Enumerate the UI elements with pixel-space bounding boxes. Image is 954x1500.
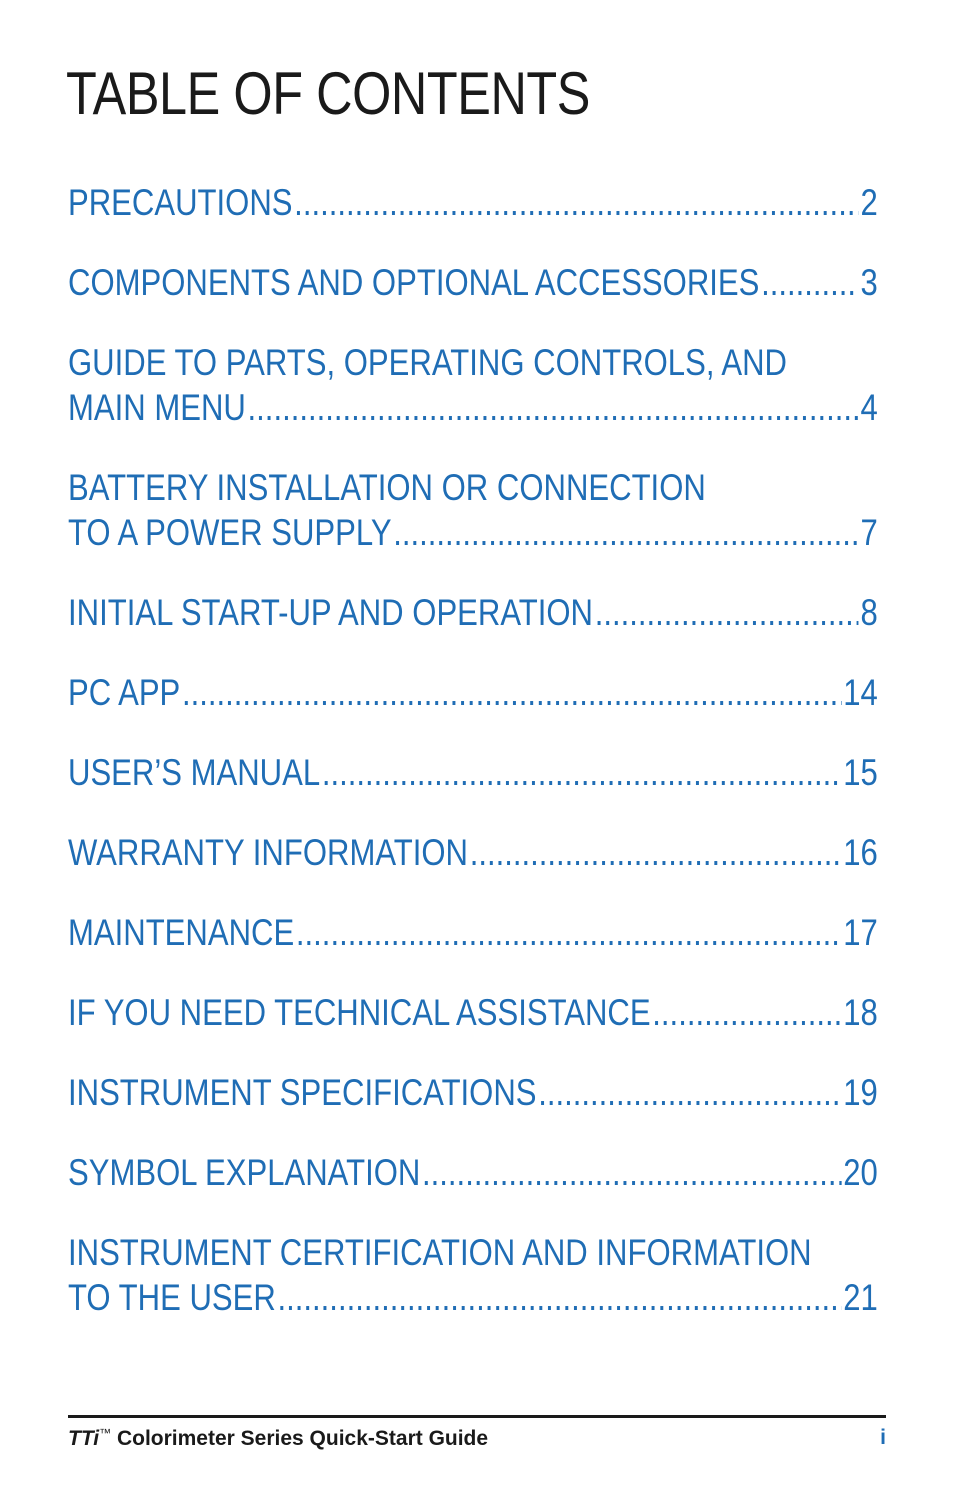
toc-entry-label: MAINTENANCE bbox=[68, 912, 295, 953]
dot-leader bbox=[393, 510, 859, 555]
toc-entry-label: IF YOU NEED TECHNICAL ASSISTANCE bbox=[68, 992, 651, 1033]
toc-leader-line bbox=[68, 1070, 878, 1115]
toc-page-number: 15 bbox=[843, 752, 878, 793]
toc-leader-line bbox=[68, 990, 878, 1035]
toc-entry-label: PC APP bbox=[68, 672, 181, 713]
toc-leader-line bbox=[68, 510, 878, 555]
dot-leader bbox=[294, 180, 859, 225]
page-title: TABLE OF CONTENTS bbox=[66, 60, 590, 127]
toc-entry-technical-assistance[interactable] bbox=[68, 990, 878, 1035]
toc-entry-users-manual[interactable] bbox=[68, 750, 878, 795]
toc-page-number: 14 bbox=[843, 672, 878, 713]
toc-page-number: 7 bbox=[860, 512, 878, 553]
dot-leader bbox=[538, 1070, 841, 1115]
toc-entry-instrument-specifications[interactable] bbox=[68, 1070, 878, 1115]
toc-entry-label: WARRANTY INFORMATION bbox=[68, 832, 469, 873]
toc-leader-line bbox=[68, 830, 878, 875]
dot-leader bbox=[322, 750, 842, 795]
dot-leader bbox=[595, 590, 859, 635]
toc-leader-line bbox=[68, 1275, 878, 1320]
toc-page-number: 18 bbox=[843, 992, 878, 1033]
dot-leader bbox=[652, 990, 841, 1035]
dot-leader bbox=[296, 910, 842, 955]
toc-page-number: 19 bbox=[843, 1072, 878, 1113]
toc-entry-label: SYMBOL EXPLANATION bbox=[68, 1152, 421, 1193]
dot-leader bbox=[761, 260, 859, 305]
toc-entry-initial-start-up[interactable] bbox=[68, 590, 878, 635]
toc-entry-precautions[interactable] bbox=[68, 180, 878, 225]
dot-leader bbox=[278, 1275, 842, 1320]
toc-entry-label: TO A POWER SUPPLY bbox=[68, 512, 392, 553]
toc-page-number: 17 bbox=[843, 912, 878, 953]
trademark-symbol: ™ bbox=[99, 1426, 112, 1440]
toc-entry-maintenance[interactable] bbox=[68, 910, 878, 955]
toc-entry-label-line1: BATTERY INSTALLATION OR CONNECTION bbox=[68, 467, 706, 508]
toc-leader-line bbox=[68, 590, 878, 635]
toc-entry-label: COMPONENTS AND OPTIONAL ACCESSORIES bbox=[68, 262, 760, 303]
toc-leader-line bbox=[68, 910, 878, 955]
toc-entry-battery-installation[interactable] bbox=[68, 465, 878, 555]
toc-page-number: 20 bbox=[843, 1152, 878, 1193]
toc-leader-line bbox=[68, 1150, 878, 1195]
toc-page-number: 16 bbox=[843, 832, 878, 873]
toc-page-number: 3 bbox=[860, 262, 878, 303]
footer-rule bbox=[68, 1415, 886, 1418]
toc-entry-label-line1: GUIDE TO PARTS, OPERATING CONTROLS, AND bbox=[68, 342, 788, 383]
toc-entry-label: USER’S MANUAL bbox=[68, 752, 321, 793]
toc-entry-label: TO THE USER bbox=[68, 1277, 276, 1318]
toc-leader-line bbox=[68, 180, 878, 225]
toc-entry-label-line1: INSTRUMENT CERTIFICATION AND INFORMATION bbox=[68, 1232, 812, 1273]
toc-entry-label: INITIAL START-UP AND OPERATION bbox=[68, 592, 594, 633]
footer-title-text: Colorimeter Series Quick-Start Guide bbox=[111, 1427, 489, 1450]
toc-entry-components[interactable] bbox=[68, 260, 878, 305]
toc-entry-symbol-explanation[interactable] bbox=[68, 1150, 878, 1195]
footer-page-number: i bbox=[880, 1426, 886, 1449]
toc-page-number: 2 bbox=[860, 182, 878, 223]
dot-leader bbox=[422, 1150, 841, 1195]
toc-page-number: 8 bbox=[860, 592, 878, 633]
toc-entry-warranty-information[interactable] bbox=[68, 830, 878, 875]
toc-leader-line bbox=[68, 750, 878, 795]
toc-entry-label: INSTRUMENT SPECIFICATIONS bbox=[68, 1072, 537, 1113]
toc-leader-line bbox=[68, 260, 878, 305]
footer-brand: TTi bbox=[68, 1427, 100, 1450]
toc-entry-instrument-certification[interactable] bbox=[68, 1230, 878, 1320]
toc-page-number: 21 bbox=[843, 1277, 878, 1318]
toc-entry-pc-app[interactable] bbox=[68, 670, 878, 715]
dot-leader bbox=[248, 385, 859, 430]
toc-entry-label: MAIN MENU bbox=[68, 387, 246, 428]
toc-leader-line bbox=[68, 670, 878, 715]
dot-leader bbox=[470, 830, 842, 875]
toc-entry-label: PRECAUTIONS bbox=[68, 182, 293, 223]
table-of-contents bbox=[68, 180, 878, 1355]
toc-page-number: 4 bbox=[860, 387, 878, 428]
toc-leader-line bbox=[68, 385, 878, 430]
toc-entry-guide-to-parts[interactable] bbox=[68, 340, 878, 430]
dot-leader bbox=[182, 670, 842, 715]
footer-guide-title bbox=[68, 1426, 488, 1451]
